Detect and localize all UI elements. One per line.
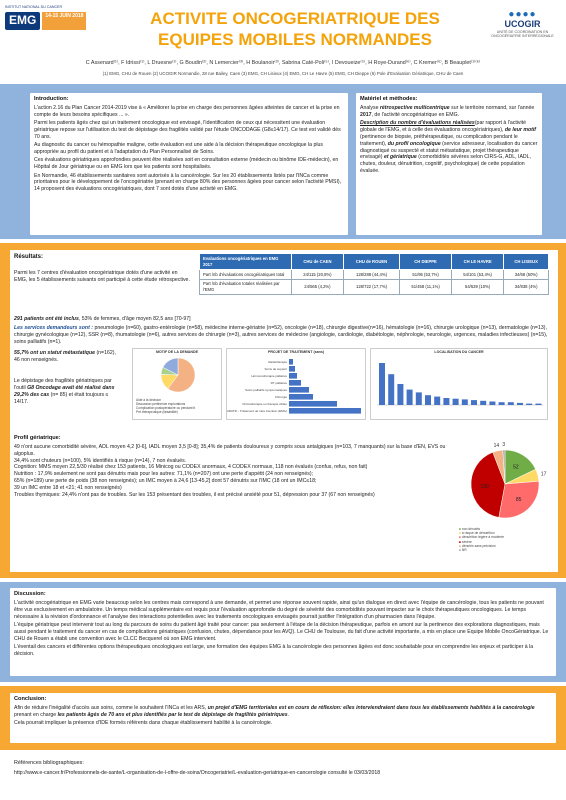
table-cell: 24/565 (4,2%) bbox=[292, 279, 344, 294]
projet-category-label: Soins palliatifs symptomatiques bbox=[245, 387, 287, 392]
intro-paragraph: Au diagnostic du cancer ou hémopathie maligne, cette évaluation est une aide à la décision thérapeutique oncologique la plus appropriée au profil du patient et à l'adaptation du Plan Personnalisé de Soins. bbox=[34, 142, 323, 156]
localisation-chart-title: LOCALISATION DU CANCER bbox=[434, 350, 484, 354]
discussion-paragraph: L'équipe gériatrique peut intervenir tout au long du parcours de soins du patient âgé traité pour cancer: pas seulement à l'étape de la décision thérapeutique, parfois en amont sur la pertinence des explorations diagnostiques, mais aussi pendant le traitement du cancer en cas de complications gériatriques (confusion, chutes, dépendance pour les AVQ). Le CHU de Toulouse, du fait d'une activité importante, a mis en place une Equipe Mobile OncoGériatrique. Le CHU de Rouen a établi une convention avec le CLCC Becquerel où son EMG intervient. bbox=[14, 621, 549, 642]
affiliations: (1) EMG, CHU de Rouen (2) UCOGIR Normandie, 28 rue Bailey, Caen (3) EMG, CH Lisieux (4) EMG, CH Le Havre (5) EMG, CH Dieppe (6) Pole d'Evaluation Gériatrique, CHU de Caen bbox=[102, 71, 464, 76]
projet-category-label: RT palliative bbox=[270, 380, 287, 385]
localisation-bar bbox=[517, 403, 523, 405]
localisation-bar-svg bbox=[371, 355, 549, 419]
table-column-header: CHU de CAEN bbox=[292, 254, 344, 270]
emg-logo bbox=[5, 5, 115, 51]
localisation-bar bbox=[508, 402, 514, 405]
ucogir-logo bbox=[485, 10, 560, 55]
intro-paragraph: L'action 2.16 du Plan Cancer 2014-2019 vise à « Améliorer la prise en charge des personnes âgées atteintes de cancer et la prise en compte de leurs besoins spécifiques ... ». bbox=[34, 104, 340, 118]
results-services: Les services demandeurs sont : pneumologie (n=60), gastro-entérologie (n=58), médecine interne-gériatrie (n=52), oncologie (n=18), chirurgie digestive(n=16), hématologie (n=16), chirurgie urologique (n=13), dermatologie (n=13), chirurgie gynécologique (n=12), SSR (n=8), rhumatologie (n=6), autres services de chirurgie (n=3), autres services de médecine (angiologie, cardiologie, diabétologie, néphrologie, neurologie, urgences, maladies infectieuses) (n=15), soins palliatifs (n=1). bbox=[14, 325, 548, 345]
projet-chart-title: PROJET DE TRAITEMENT (sans) bbox=[267, 350, 325, 354]
table-cell: Part /nb d'évaluation totales réalisées par l'EMG bbox=[200, 279, 292, 294]
pie-value-label: 120 bbox=[480, 483, 489, 490]
discussion-section bbox=[10, 588, 556, 676]
pie-value-label: 17 bbox=[540, 471, 547, 478]
localisation-bar bbox=[416, 392, 422, 405]
profile-line: Nutrition : 17,9% seulement ne sont pas dénutris mais pour les autres: 71,1% (n=207) ont une perte d'appétit (24 non renseignés); bbox=[14, 471, 314, 478]
table-cell: 24/115 (20,8%) bbox=[292, 270, 344, 280]
methods-heading: Matériel et méthodes: bbox=[360, 96, 418, 102]
authors: C Assenard⁽¹⁾, F Idrissi⁽¹⁾, L Druesne⁽¹⁾, G Boudin⁽²⁾, N Lemercier⁽³⁾, H Boulanoir⁽³⁾, Sabrina Caté-Poli⁽⁵⁾, I Devoueize⁽⁵⁾, H Roye-Durand⁽⁶⁾, C Kremer⁽⁶⁾, B Beauplet⁽¹⁾⁽⁶⁾ bbox=[85, 60, 481, 66]
projet-bar bbox=[289, 408, 361, 414]
projet-bar bbox=[289, 401, 337, 407]
localisation-bar bbox=[434, 396, 440, 404]
motif-legend-item: Aide à la décision bbox=[136, 397, 161, 402]
references-link[interactable]: http://www.e-cancer.fr/Professionnels-de-sante/L-organisation-de-l-offre-de-soins/Oncogeriatrie/L-evaluation-geriatrique-en-cancerologie consulté le 03/03/2018 bbox=[14, 770, 381, 777]
table-cell: 128/288 (44,4%) bbox=[343, 270, 399, 280]
motif-chart bbox=[132, 348, 222, 420]
motif-legend-item: Complication postopératoire ou pendant tt bbox=[136, 405, 196, 410]
results-included: 291 patients ont été inclus, 53% de femmes, d'âge moyen 82,5 ans [70-97] bbox=[14, 316, 191, 322]
localisation-bar bbox=[499, 402, 505, 405]
profile-heading: Profil gériatrique: bbox=[14, 435, 61, 441]
results-intro: Parmi les 7 centres d'évaluation oncogériatrique dotés d'une activité en EMG, les 5 établissements suivants ont participé à cette étude rétrospective. bbox=[14, 270, 190, 283]
projet-category-label: Chimiothérapie ou thérapie ciblée bbox=[242, 401, 287, 406]
table-column-header: CHU de ROUEN bbox=[343, 254, 399, 270]
table-cell: 128/722 (17,7%) bbox=[343, 279, 399, 294]
projet-bar-svg bbox=[227, 355, 367, 419]
title-line-1: ACTIVITE ONCOGERIATRIQUE DES bbox=[150, 9, 440, 28]
ucogir-logo-subtitle: UNITÉ DE COORDINATION EN ONCOGÉRIATRIE INTERRÉGIONALE bbox=[491, 29, 554, 39]
intro-paragraph: En Normandie, 46 établissements sanitaires sont autorisés à la cancérologie. Sur les 20 établissements listés par l'INCa comme prioritaires pour le développement de l'oncogériatrie (prenant en charge 80% des personnes âgées pour cancer selon l'activité PMSI), 14 proposent des évaluations oncogériatriques, dont 7 sont dotés d'une activité en EMG. bbox=[34, 172, 342, 193]
localisation-bar bbox=[480, 401, 486, 405]
nutrition-legend-item: ■ sévère bbox=[459, 539, 472, 544]
results-metastatic: 55,7% ont un statut métastatique (n=162), 46 non renseignés. bbox=[14, 350, 116, 363]
projet-category-label: Radiothérapie bbox=[268, 359, 287, 364]
projet-bar bbox=[289, 394, 313, 400]
ucogir-logo-word: UCOGIR bbox=[504, 19, 541, 29]
localisation-bar bbox=[462, 399, 468, 405]
table-cell: 54/101 (53,4%) bbox=[451, 270, 503, 280]
projet-category-label: Chirurgie bbox=[274, 394, 287, 399]
nutrition-legend-item: ■ NR bbox=[459, 548, 467, 553]
intro-paragraph: Parmi les patients âgés chez qui un traitement oncologique est envisagé, l'identification de ceux qui nécessitent une évaluation gériatrique repose sur l'utilisation du test de dépistage des fragilités validé par l'étude ONCODAGE (G8≤14/17). Ce test est validé dès 70 ans. bbox=[34, 120, 341, 140]
methods-paragraph-1: Analyse rétrospective multicentrique sur le territoire normand, sur l'année 2017, de l'activité oncogériatrique en EMG. bbox=[360, 104, 535, 118]
localisation-chart bbox=[370, 348, 548, 420]
table-cell: 51/458 (11,1%) bbox=[400, 279, 452, 294]
localisation-bar bbox=[407, 389, 413, 404]
methods-paragraph-2: Description du nombre d'évaluations réalisées(par rapport à l'activité globale de l'EMG, et à celle des évaluations oncogériatriques), de leur motif (pertinence de biopsie, préthérapeutique, ou complication pendant le traitement), du profil oncologique (service adresseur, localisation du cancer diagnostiqué ou suspecté et statut métastatique, projet thérapeutique envisagé) et gériatrique (comorbidités sévères selon CIRS-G, ADL, IADL, chutes, douleur, dénutrition, cognitif, psychologique) de cette population évaluée. bbox=[360, 120, 538, 175]
projet-bar bbox=[289, 359, 293, 365]
nutrition-pie-svg bbox=[455, 440, 555, 524]
profile-line: Troubles thymiques: 24,4% n'ont pas de troubles. Sur les 153 présentant des troubles, il est précisé anxiété pour 51, dépression pour 37 (67 non renseignés) bbox=[14, 491, 375, 498]
pie-value-label: 3 bbox=[502, 442, 506, 449]
table-header-label: Evaluations oncogériatriques en EMG 2017 bbox=[200, 254, 292, 270]
table-row bbox=[200, 270, 549, 280]
localisation-bar bbox=[489, 401, 495, 405]
profile-line: Cognition: MMS moyen 22,5/30 réalisé chez 153 patients, 16 Minicog ou CODEX anormaux, 4 CODEX normaux, 118 non évalués (confus, refus, non fait) bbox=[14, 464, 368, 471]
profile-line: 34,4% sont chuteurs (n=100), 5% identifiés à risque (n=14), 7 non évalués. bbox=[14, 457, 187, 464]
intro-heading: Introduction: bbox=[34, 96, 69, 102]
conclusion-heading: Conclusion: bbox=[14, 696, 47, 702]
pie-value-label: 14 bbox=[493, 442, 500, 449]
projet-bar bbox=[289, 380, 301, 386]
projet-chart bbox=[226, 348, 366, 420]
nutrition-chart bbox=[455, 440, 555, 568]
localisation-bar bbox=[535, 403, 541, 404]
table-cell: 54/539 (10%) bbox=[451, 279, 503, 294]
table-column-header: CH LISIEUX bbox=[504, 254, 549, 270]
conclusion-paragraph: Afin de réduire l'inégalité d'accès aux soins, comme le souhaitent l'INCa et les ARS, un projet d'EMG territoriales est en cours de réflexion: elles interviendraient dans tous les établissements habilités à la cancérologie prenant en charge les patients âgés de 70 ans et plus identifiés par le test de dépistage de fragilités gériatriques. bbox=[14, 704, 535, 718]
motif-chart-title: MOTIF DE LA DEMANDE bbox=[156, 350, 198, 354]
references-heading: Références bibliographiques: bbox=[14, 760, 84, 766]
profile-line: 65% (n=189) une perte de poids (38 non renseignés); un IMC moyen à 24,6 [13-45,2] dont 57 dénutris sur l'IMC (18 ont un IMC≤18; bbox=[14, 478, 317, 485]
motif-legend-item: Discussion pertinence explorations bbox=[136, 401, 186, 406]
discussion-paragraph: L'activité oncogériatrique en EMG varie beaucoup selon les centres mais correspond à une demande, et permet une réponse souvent rapide, ainsi qu'un dialogue en direct avec l'équipe de cancérologie, tous les patients ne pouvant être vus exclusivement en ambulatoire. Un temps médical supplémentaire est requis pour l'évaluation approfondie du degré de sévérité des comorbidités pouvant impacter sur le choix thérapeutiques oncologiques. Le temps nécessaire à la révision d'ordonnance et l'analyse des interactions potentielles avec les traitements oncologiques envisagés pourrait justifier l'intégration d'un pharmacien dans l'équipe. bbox=[14, 599, 544, 620]
emg-logo-date: 14-15 JUIN 2018 bbox=[42, 12, 86, 30]
localisation-bar bbox=[453, 398, 459, 404]
ucogir-dots-icon: ●●●● bbox=[508, 9, 537, 20]
motif-legend-item: Pré-thérapeutique (faisabilité) bbox=[136, 409, 178, 414]
projet-bar bbox=[289, 387, 309, 393]
profile-line: 49 n'ont aucune comorbidité sévère, ADL moyen 4,2 [0-6], IADL moyen 3,5 [0-8]; 35,4% de patients douloureux y compris sous antalgiques (n=103, 7 manquants) sur la base d'EN, EVS ou algoplus. bbox=[14, 443, 446, 457]
conclusion-section bbox=[10, 693, 556, 743]
nutrition-legend-item: ■ dénutris sans précision bbox=[459, 543, 496, 548]
projet-bar bbox=[289, 373, 297, 379]
intro-paragraph: Ces évaluations gériatriques approfondies peuvent être réalisées soit en consultation externe (médecin ou binôme IDE-médecin), en Hôpital de Jour gériatrique ou en EMG lors que les patients sont hospitalisés. bbox=[34, 157, 339, 171]
table-cell: 34/838 (4%) bbox=[504, 279, 549, 294]
motif-pie-svg bbox=[133, 355, 223, 395]
poster-title bbox=[130, 8, 460, 51]
discussion-heading: Discussion: bbox=[14, 591, 46, 597]
profile-line: 39 un IMC entre 18 et <21; 41 non renseignés) bbox=[14, 485, 122, 492]
pie-value-label: 85 bbox=[515, 497, 522, 504]
localisation-bar bbox=[443, 398, 449, 405]
nutrition-legend-item: ■ non dénutris bbox=[459, 526, 481, 531]
projet-category-label: Soins de support bbox=[264, 366, 287, 371]
results-g8: Le dépistage des fragilités gériatriques par l'outil G8 Oncodage avait été réalisé dans 29,2% des cas (n= 85) et était toujours ≤ 14/17. bbox=[14, 378, 115, 405]
projet-category-label: CURATIF - Traitement de 1ère intention (EMG) bbox=[227, 408, 287, 413]
localisation-bar bbox=[425, 395, 431, 405]
table-row bbox=[200, 279, 549, 294]
intro-section bbox=[30, 93, 348, 235]
title-line-2: EQUIPES MOBILES NORMANDES bbox=[158, 30, 432, 50]
localisation-bar bbox=[471, 400, 477, 405]
nutrition-legend-item: ■ à risque de dénutrition bbox=[459, 531, 495, 536]
table-cell: Part /nb d'évaluations oncogériatriques total bbox=[200, 270, 292, 280]
references-section bbox=[14, 760, 554, 777]
localisation-bar bbox=[526, 403, 532, 404]
table-cell: 34/68 (50%) bbox=[504, 270, 549, 280]
methods-section bbox=[356, 93, 542, 235]
projet-bar bbox=[289, 366, 295, 372]
localisation-bar bbox=[388, 374, 394, 405]
evaluations-table bbox=[199, 253, 549, 295]
localisation-bar bbox=[397, 384, 403, 405]
inca-logo-text: INSTITUT NATIONAL DU CANCER bbox=[5, 5, 63, 9]
table-column-header: CH LE HAVRE bbox=[451, 254, 503, 270]
discussion-paragraph: L'éventail des cancers et différentes options thérapeutiques oncologiques est large, une formation des équipes EMG à la cancérologie des personnes âgées est donc souhaitable pour en comprendre les enjeux et participer à la décision. bbox=[14, 644, 534, 657]
table-cell: 51/95 (53,7%) bbox=[400, 270, 452, 280]
nutrition-legend-item: ■ dénutrition légère à modérée bbox=[459, 535, 505, 540]
table-column-header: CH DIEPPE bbox=[400, 254, 452, 270]
projet-category-label: Hormonothérapie palliative bbox=[251, 373, 287, 378]
emg-logo-word: EMG bbox=[5, 12, 40, 30]
localisation-bar bbox=[379, 363, 385, 405]
results-heading: Résultats: bbox=[14, 254, 44, 260]
profile-section bbox=[14, 435, 454, 499]
conclusion-paragraph: Cela pourrait impliquer la présence d'IDE formés référents dans chaque établissement habilité à la cancérologie. bbox=[14, 720, 273, 727]
pie-value-label: 52 bbox=[513, 464, 519, 471]
